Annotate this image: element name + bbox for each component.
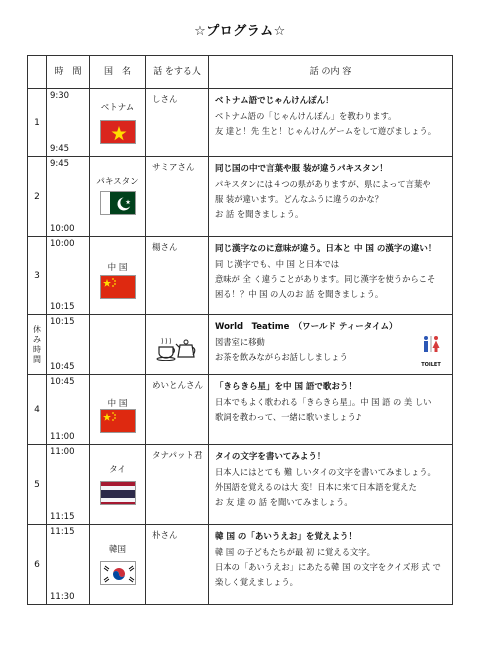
time-cell <box>47 315 90 375</box>
country-cell <box>90 89 146 157</box>
end-time: 9:45 <box>50 144 70 154</box>
header-num <box>28 56 47 89</box>
content-heading: 同じ国の中で言葉や服 装が違うパキスタン！ <box>215 164 388 174</box>
content-line: お茶を飲みながらお話ししましょう <box>215 352 348 362</box>
time-cell <box>47 375 90 445</box>
content-line: 友 達と！先 生と！じゃんけんゲームをして遊びましょう。 <box>215 126 436 136</box>
country-cell <box>90 315 146 375</box>
table-row <box>28 157 453 237</box>
speaker: タナパット君 <box>146 445 209 525</box>
speaker-cell <box>146 315 209 375</box>
speaker: 朴さん <box>146 525 209 605</box>
page-title: ☆プログラム☆ <box>194 24 286 39</box>
end-time: 10:15 <box>50 302 75 312</box>
table-row <box>28 445 453 525</box>
speaker: サミアさん <box>146 157 209 237</box>
country-cell <box>90 525 146 605</box>
table-row <box>28 375 453 445</box>
table-row <box>28 525 453 605</box>
start-time: 11:00 <box>50 447 75 457</box>
content-heading: 同じ漢字なのに意味が違う。日本と 中 国 の漢字の違い！ <box>215 244 437 254</box>
row-number: 3 <box>28 237 47 315</box>
content-cell <box>209 157 453 237</box>
country-name: ベトナム <box>100 103 135 113</box>
speaker: 楊さん <box>146 237 209 315</box>
time-cell <box>47 237 90 315</box>
content-heading: タイの文字を書いてみよう！ <box>215 452 326 462</box>
korea-flag-icon <box>100 561 136 585</box>
content-cell <box>209 525 453 605</box>
pakistan-flag-icon <box>100 191 136 215</box>
toilet-icon <box>418 335 444 373</box>
toilet-label: TOILET <box>421 362 441 368</box>
thailand-flag-icon <box>100 481 136 505</box>
time-cell <box>47 89 90 157</box>
vietnam-flag-icon <box>100 120 136 144</box>
time-cell <box>47 157 90 237</box>
content-line: 服 装が違います。どんなふうに違うのかな？ <box>215 194 383 204</box>
end-time: 10:45 <box>50 362 75 372</box>
content-line: 意味が 全 く違うことがあります。同じ漢字を使うからこそ <box>215 274 436 284</box>
content-cell <box>209 89 453 157</box>
country-name: パキスタン <box>96 177 139 187</box>
content-line: 韓 国 の子どもたちが最 初 に覚える文字。 <box>215 547 375 557</box>
speaker: めいとんさん <box>146 375 209 445</box>
content-line: お 友 達 の 話 を聞いてみましょう。 <box>215 497 353 507</box>
header-country: 国 名 <box>90 56 146 89</box>
time-cell <box>47 445 90 525</box>
content-heading: 韓 国 の「あいうえお」を覚えよう！ <box>215 532 357 542</box>
end-time: 11:00 <box>50 432 75 442</box>
content-line: パキスタンには４つの県がありますが、県によって言葉や <box>215 179 431 189</box>
end-time: 11:15 <box>50 512 75 522</box>
content-heading: World Teatime （ワールド ティータイム） <box>215 322 398 332</box>
china-flag-icon <box>100 409 136 433</box>
content-line: 日本の「あいうえお」にあたる韓 国 の文字をクイズ形 式 で <box>215 562 441 572</box>
content-line: 日本でもよく歌われる「きらきら星」。中 国 語 の 美 しい <box>215 397 432 407</box>
row-number: 6 <box>28 525 47 605</box>
start-time: 9:30 <box>50 91 70 101</box>
china-flag-icon <box>100 275 136 299</box>
speaker: しさん <box>146 89 209 157</box>
country-cell <box>90 445 146 525</box>
break-label: 休み時間 <box>28 315 47 375</box>
content-line: 日本人にはとても 難 しいタイの文字を書いてみましょう。 <box>215 467 436 477</box>
start-time: 10:15 <box>50 317 75 327</box>
header-time: 時 間 <box>47 56 90 89</box>
country-name: 韓国 <box>108 545 126 555</box>
row-number: 1 <box>28 89 47 157</box>
time-cell <box>47 525 90 605</box>
table-row <box>28 237 453 315</box>
content-line: お 話 を聞きましょう。 <box>215 209 304 219</box>
content-heading: 「きらきら星」を中 国 語で歌おう！ <box>215 382 357 392</box>
country-cell <box>90 157 146 237</box>
end-time: 10:00 <box>50 224 75 234</box>
content-cell <box>209 315 453 375</box>
end-time: 11:30 <box>50 592 75 602</box>
content-line: 図書室に移動 <box>215 337 265 347</box>
content-cell <box>209 237 453 315</box>
country-name: 中 国 <box>107 263 128 273</box>
content-cell <box>209 375 453 445</box>
country-name: タイ <box>109 465 126 475</box>
header-speaker: 話 をする人 <box>146 56 209 89</box>
start-time: 11:15 <box>50 527 75 537</box>
content-line: 困る！？中 国 の人のお 話 を聞きましょう。 <box>215 289 384 299</box>
country-name: 中 国 <box>107 399 128 409</box>
content-line: 同 じ漢字でも、中 国 と日本では <box>215 259 340 269</box>
content-heading: ベトナム語でじゃんけんぽん！ <box>215 96 334 106</box>
content-line: 楽しく覚えましょう。 <box>215 577 298 587</box>
start-time: 10:45 <box>50 377 75 387</box>
content-line: ベトナム語の「じゃんけんぽん」を教わります。 <box>215 111 397 121</box>
content-line: 外国語を覚えるのは大 変！日本に来て日本語を覚えた <box>215 482 417 492</box>
table-row-break <box>28 315 453 375</box>
row-number: 5 <box>28 445 47 525</box>
content-line: 歌詞を教わって、一緒に歌いましょう♪ <box>215 412 362 422</box>
program-table <box>27 55 453 605</box>
header-row <box>28 56 453 89</box>
row-number: 2 <box>28 157 47 237</box>
teapot-icon <box>156 333 198 363</box>
start-time: 10:00 <box>50 239 75 249</box>
content-cell <box>209 445 453 525</box>
country-cell <box>90 237 146 315</box>
start-time: 9:45 <box>50 159 70 169</box>
country-cell <box>90 375 146 445</box>
header-content: 話 の内 容 <box>209 56 453 89</box>
row-number: 4 <box>28 375 47 445</box>
table-row <box>28 89 453 157</box>
